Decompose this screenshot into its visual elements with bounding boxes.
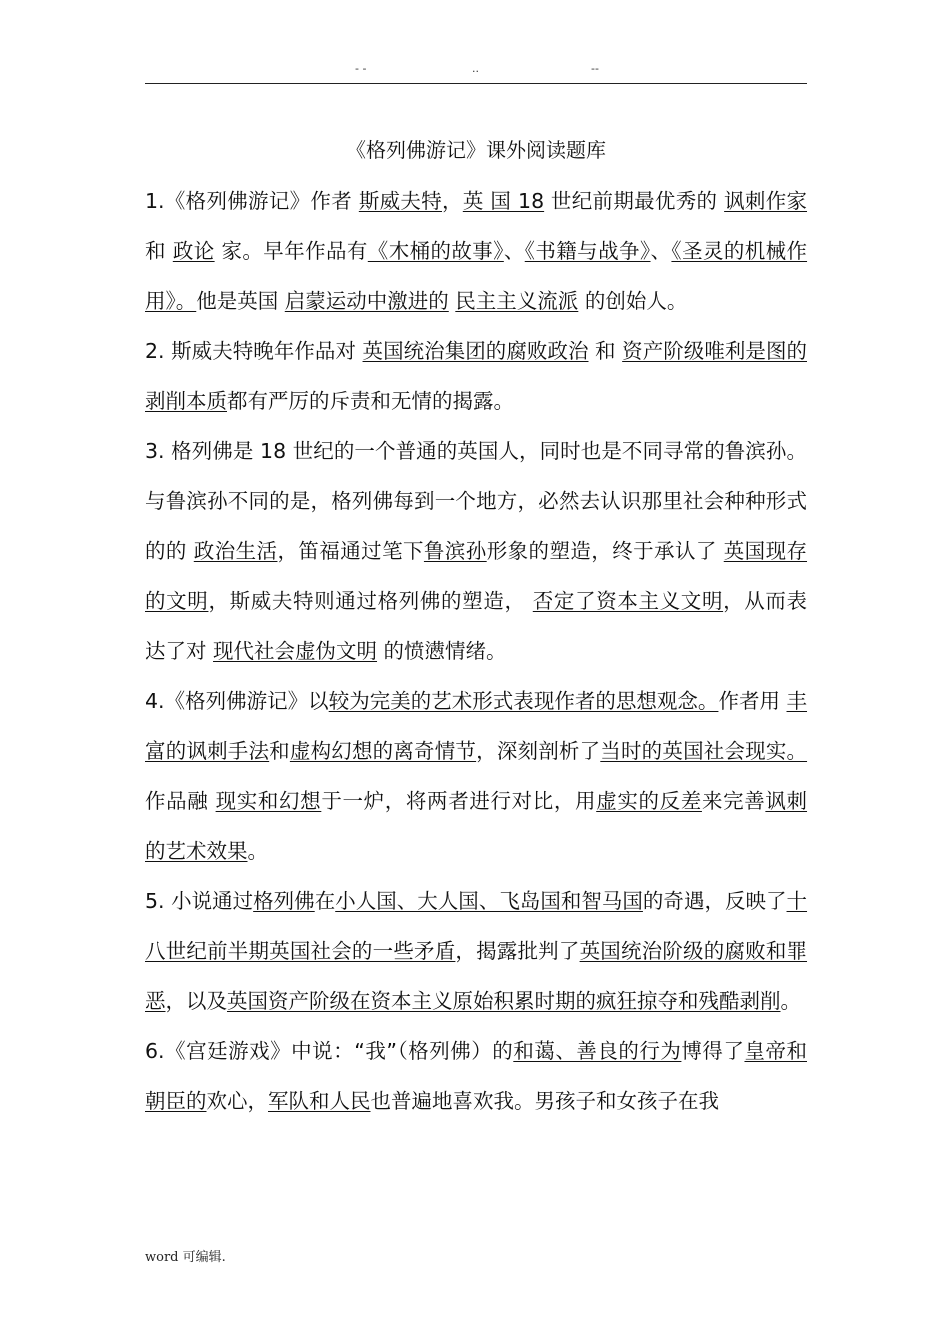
underlined-answer: 现实和幻想	[215, 789, 322, 813]
header-mark: --	[591, 62, 599, 75]
paragraph-text: 4.《格列佛游记》以	[145, 689, 329, 713]
paragraph-text: 世纪前期最优秀的	[544, 189, 725, 213]
header-mark: - -	[355, 62, 367, 75]
underlined-answer: 现代社会虚伪文明	[213, 639, 378, 663]
underlined-answer: 《书籍与战争》	[524, 239, 651, 263]
paragraph-text: 6.《宫廷游戏》中说：“我”（格列佛）的	[145, 1039, 514, 1063]
paragraph-text: 、	[503, 239, 525, 263]
underlined-answer: 讽刺作家	[724, 189, 808, 213]
underlined-answer: 启蒙运动中激进的	[284, 289, 449, 313]
paragraph-text: 。	[780, 989, 801, 1013]
underlined-answer: 虚构幻想的离奇情节	[289, 739, 477, 763]
underlined-answer: 斯威夫特	[358, 189, 443, 213]
paragraph-text: 作品融	[145, 789, 216, 813]
paragraph-text: 作者用	[718, 689, 787, 713]
underlined-answer: 讽刺的艺术效果	[145, 789, 808, 863]
header-mark: ..	[472, 62, 479, 75]
underlined-answer: 政论	[172, 239, 215, 263]
paragraph-text: 和	[588, 339, 623, 363]
question-paragraph	[145, 676, 807, 876]
underlined-answer: 当时的英国社会现实。	[600, 739, 808, 763]
paragraph-text: 家。早年作品有	[214, 239, 368, 263]
paragraph-text: 的愤懑情绪。	[377, 639, 507, 663]
paragraph-text: 和	[269, 739, 290, 763]
header-marks	[145, 62, 807, 82]
question-paragraph	[145, 1026, 807, 1126]
question-paragraph	[145, 326, 807, 426]
underlined-answer: 英国统治阶级的腐败和罪恶	[145, 939, 808, 1013]
underlined-answer: 英国资产阶级在资本主义原始积累时期的疯狂掠夺和残酷剥削	[227, 989, 781, 1013]
paragraph-text: ，从而表达了对	[145, 589, 808, 663]
question-paragraph	[145, 876, 807, 1026]
underlined-answer: 政治生活	[193, 539, 278, 563]
underlined-answer: 虚实的反差	[596, 789, 702, 813]
underlined-answer: 否定了资本主义文明	[532, 589, 724, 613]
paragraph-text: 。	[247, 839, 268, 863]
paragraph-text: 1.《格列佛游记》作者	[145, 189, 359, 213]
document-body	[145, 176, 807, 1126]
underlined-answer: 小人国、大人国、飞岛国和智马国	[335, 889, 643, 913]
paragraph-text: 于一炉，将两者进行对比，用	[321, 789, 597, 813]
paragraph-text: ，揭露批判了	[455, 939, 580, 963]
paragraph-text: 也普遍地喜欢我。男孩子和女孩子在我	[370, 1089, 719, 1113]
question-paragraph	[145, 426, 807, 676]
paragraph-text: 博得了	[681, 1039, 745, 1063]
paragraph-text: ，斯威夫特则通过格列佛的塑造，	[208, 589, 533, 613]
paragraph-text: 2. 斯威夫特晚年作品对	[145, 339, 363, 363]
paragraph-text: ，笛福通过笔下	[277, 539, 424, 563]
header-rule	[145, 83, 807, 84]
paragraph-text: 来完善	[701, 789, 766, 813]
underlined-answer: 十八世纪前半期英国社会的一些矛盾	[145, 889, 808, 963]
paragraph-text: 5. 小说通过	[145, 889, 254, 913]
paragraph-text: ，深刻剖析了	[476, 739, 601, 763]
underlined-answer: 英国统治集团的腐败政治	[362, 339, 589, 363]
paragraph-text: 3. 格列佛是 18 世纪的一个普通的英国人，同时也是不同寻常的鲁滨孙。与鲁滨孙不同的是，格列佛每到一个地方，必然去认识那里社会种种形式的的	[145, 439, 807, 563]
paragraph-text: 都有严厉的斥责和无情的揭露。	[227, 389, 514, 413]
paragraph-text: 形象的塑造，终于承认了	[486, 539, 724, 563]
underlined-answer: 英 国 18	[462, 189, 545, 213]
paragraph-text: 在	[314, 889, 336, 913]
paragraph-text: 和	[145, 239, 173, 263]
document-title: 《格列佛游记》课外阅读题库	[346, 138, 606, 162]
question-paragraph	[145, 176, 807, 326]
underlined-answer: 英国现存的文明	[145, 539, 808, 613]
paragraph-text: 欢心，	[206, 1089, 268, 1113]
underlined-answer: 《圣灵的机械作用》。	[145, 239, 808, 313]
underlined-answer: 《木桶的故事》	[367, 239, 504, 263]
underlined-answer: 较为完美的艺术形式表现作者的思想观念。	[328, 689, 719, 713]
underlined-answer: 皇帝和朝臣的	[145, 1039, 807, 1113]
paragraph-text: ，	[442, 189, 463, 213]
paragraph-text: 他是英国	[196, 289, 285, 313]
paragraph-text: ，以及	[165, 989, 227, 1013]
underlined-answer: 军队和人民	[268, 1089, 371, 1113]
underlined-answer: 和蔼、善良的行为	[513, 1039, 682, 1063]
paragraph-text: 的奇遇，反映了	[642, 889, 787, 913]
underlined-answer: 民主主义流派	[455, 289, 579, 313]
footer-note: word 可编辑.	[145, 1250, 226, 1265]
paragraph-text: 的创始人。	[578, 289, 688, 313]
underlined-answer: 格列佛	[253, 889, 315, 913]
underlined-answer: 资产阶级唯利是图的剥削本质	[145, 339, 807, 413]
paragraph-text: 、	[650, 239, 672, 263]
underlined-answer: 丰富的讽刺手法	[145, 689, 808, 763]
underlined-answer: 鲁滨孙	[423, 539, 487, 563]
